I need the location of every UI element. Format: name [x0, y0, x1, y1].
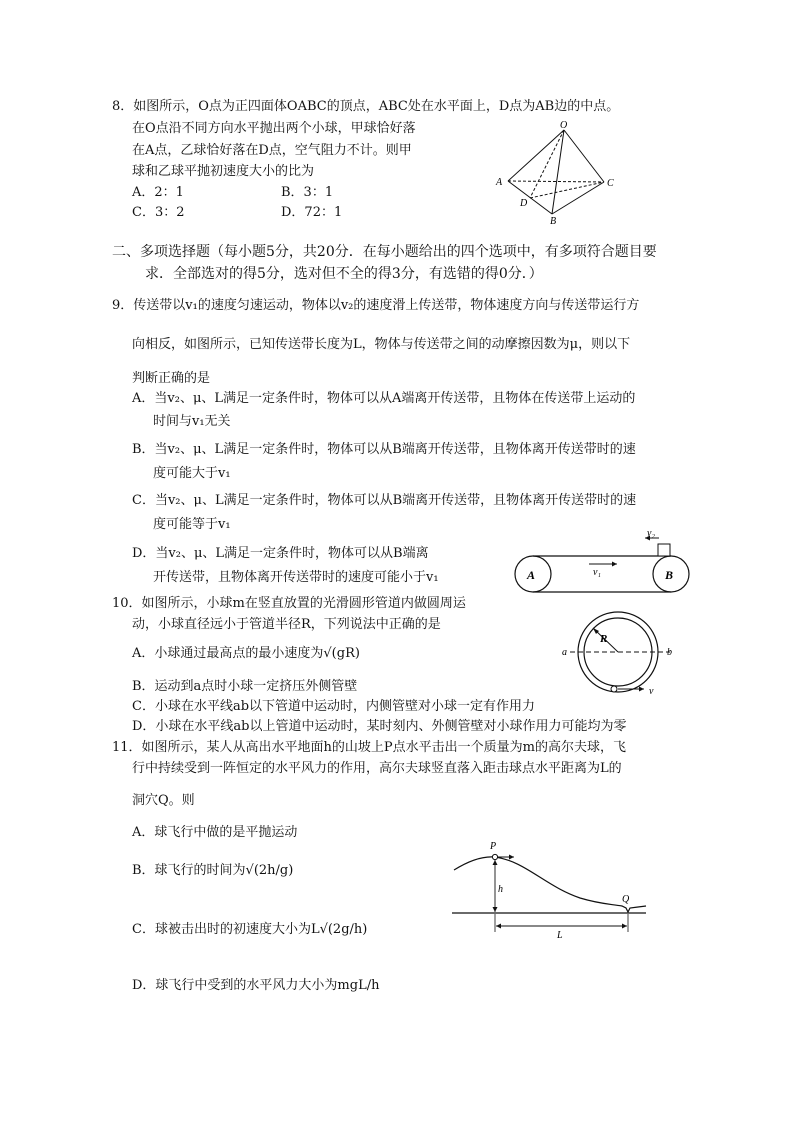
q8-line1: 8．如图所示，O点为正四面体OABC的顶点，ABC处在水平面上，D点为AB边的中点。: [112, 99, 620, 114]
q10-ring-tube-figure: [560, 608, 680, 698]
q9-line1: 9．传送带以v₁的速度匀速运动，物体以v₂的速度滑上传送带，物体速度方向与传送带运行方: [112, 298, 640, 313]
q10-option-a: A．小球通过最高点的最小速度为√(gR): [132, 646, 360, 661]
q9-option-d-line1: D．当v₂、μ、L满足一定条件时，物体可以从B端离: [132, 546, 429, 561]
q9-option-a-line1: A．当v₂、μ、L满足一定条件时，物体可以从A端离开传送带，且物体在传送带上运动的: [132, 391, 636, 406]
q10-fig-label-a: a: [562, 647, 567, 658]
q10-option-c: C．小球在水平线ab以下管道中运动时，内侧管壁对小球一定有作用力: [132, 699, 536, 714]
q11-fig-label-h: h: [498, 884, 503, 895]
q10-line1: 10．如图所示，小球m在竖直放置的光滑圆形管道内做圆周运: [112, 596, 466, 611]
q11-option-a: A．球飞行中做的是平抛运动: [132, 825, 298, 840]
q11-fig-label-q: Q: [622, 894, 630, 905]
q8-line2: 在O点沿不同方向水平抛出两个小球，甲球恰好落: [132, 121, 416, 136]
q9-option-c-line2: 度可能等于v₁: [153, 517, 231, 532]
q9-conveyor-figure: [513, 526, 693, 596]
q8-fig-label-c: C: [607, 178, 614, 189]
q10-option-d: D．小球在水平线ab以上管道中运动时，某时刻内、外侧管壁对小球作用力可能均为零: [132, 719, 627, 734]
q10-line2: 动，小球直径远小于管道半径R，下列说法中正确的是: [132, 617, 441, 632]
q8-option-c: C．3：2: [132, 205, 185, 220]
q11-line2: 行中持续受到一阵恒定的水平风力的作用，高尔夫球竖直落入距击球点水平距离为L的: [132, 761, 622, 776]
q11-option-b: B．球飞行的时间为√(2h/g): [132, 863, 294, 878]
q8-option-b: B．3：1: [281, 185, 334, 200]
q8-fig-label-a: A: [496, 177, 503, 188]
q9-line3: 判断正确的是: [132, 371, 211, 386]
q9-option-b-line2: 度可能大于v₁: [153, 466, 231, 481]
q11-fig-label-p: P: [490, 841, 497, 852]
q9-fig-label-b: B: [665, 568, 674, 582]
q8-fig-label-d: D: [520, 198, 528, 209]
q8-tetrahedron-figure: [492, 118, 622, 226]
q11-option-d: D．球飞行中受到的水平风力大小为mgL/h: [132, 978, 380, 993]
q10-fig-label-b: b: [667, 647, 672, 658]
section2-heading-line2: 求．全部选对的得5分，选对但不全的得3分，有选错的得0分．）: [145, 266, 543, 282]
q9-line2: 向相反，如图所示，已知传送带长度为L，物体与传送带之间的动摩擦因数为μ，则以下: [132, 337, 631, 352]
q8-option-d: D．72：1: [281, 205, 343, 220]
q9-fig-label-a: A: [527, 568, 536, 582]
q8-line3: 在A点，乙球恰好落在D点，空气阻力不计。则甲: [132, 143, 412, 158]
q9-fig-label-v1: v₁: [593, 567, 601, 578]
q11-golf-hill-figure: [450, 836, 650, 946]
q10-fig-label-r: R: [600, 633, 608, 645]
q10-option-b: B．运动到a点时小球一定挤压外侧管壁: [132, 679, 358, 694]
q9-option-d-line2: 开传送带，且物体离开传送带时的速度可能小于v₁: [153, 570, 439, 585]
q9-fig-label-v2: v₂: [647, 528, 655, 539]
q8-option-a: A．2：1: [132, 185, 184, 200]
q8-fig-label-b: B: [550, 216, 557, 226]
q10-fig-label-v: v: [649, 686, 654, 697]
q9-option-c-line1: C．当v₂、μ、L满足一定条件时，物体可以从B端离开传送带，且物体离开传送带时的速: [132, 493, 637, 508]
q11-line3: 洞穴Q。则: [132, 793, 195, 808]
q11-option-c: C．球被击出时的初速度大小为L√(2g/h): [132, 922, 368, 937]
q9-option-a-line2: 时间与v₁无关: [153, 414, 231, 429]
q8-line4: 球和乙球平抛初速度大小的比为: [132, 164, 315, 179]
section2-heading-line1: 二、多项选择题（每小题5分，共20分．在每小题给出的四个选项中，有多项符合题目要: [112, 244, 657, 260]
q11-line1: 11．如图所示，某人从高出水平地面h的山坡上P点水平击出一个质量为m的高尔夫球，飞: [112, 740, 626, 755]
q11-fig-label-l: L: [557, 930, 563, 941]
q8-fig-label-o: O: [560, 120, 568, 131]
q9-option-b-line1: B．当v₂、μ、L满足一定条件时，物体可以从B端离开传送带，且物体离开传送带时的速: [132, 442, 636, 457]
